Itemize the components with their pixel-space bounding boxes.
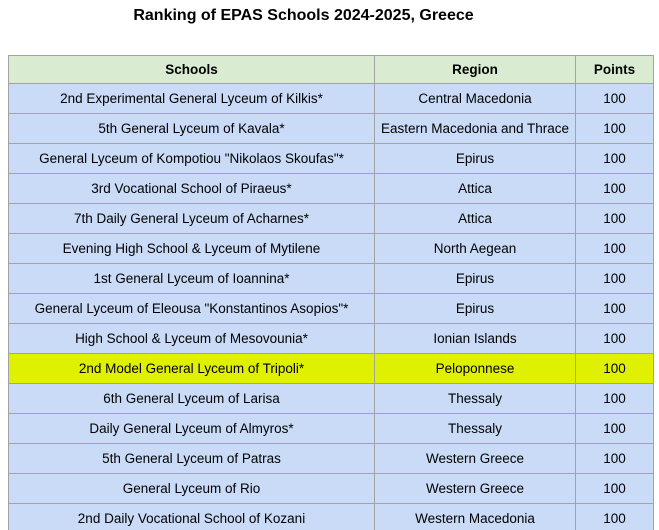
school-cell: 1st General Lyceum of Ioannina*	[9, 264, 375, 294]
school-cell: High School & Lyceum of Mesovounia*	[9, 324, 375, 354]
page-title: Ranking of EPAS Schools 2024-2025, Greece	[133, 7, 474, 24]
school-cell: General Lyceum of Rio	[9, 474, 375, 504]
table-row	[9, 504, 654, 530]
points-cell: 100	[576, 114, 654, 144]
school-cell: 3rd Vocational School of Piraeus*	[9, 174, 375, 204]
points-cell: 100	[576, 444, 654, 474]
region-cell: Central Macedonia	[375, 84, 576, 114]
school-cell: 7th Daily General Lyceum of Acharnes*	[9, 204, 375, 234]
region-cell: Epirus	[375, 144, 576, 174]
region-cell: Epirus	[375, 294, 576, 324]
school-cell: General Lyceum of Eleousa "Konstantinos Asopios"*	[9, 294, 375, 324]
region-cell: Epirus	[375, 264, 576, 294]
table-row	[9, 444, 654, 474]
table-row	[9, 294, 654, 324]
points-cell: 100	[576, 474, 654, 504]
region-cell: Western Greece	[375, 474, 576, 504]
table-row	[9, 234, 654, 264]
region-cell: Western Greece	[375, 444, 576, 474]
table-row	[9, 384, 654, 414]
header-region: Region	[375, 56, 576, 84]
ranking-table	[8, 55, 654, 530]
highlighted-table-row	[9, 354, 654, 384]
table-row	[9, 174, 654, 204]
school-cell: 2nd Experimental General Lyceum of Kilkis*	[9, 84, 375, 114]
school-cell: Evening High School & Lyceum of Mytilene	[9, 234, 375, 264]
points-cell: 100	[576, 144, 654, 174]
table-row	[9, 114, 654, 144]
school-cell: Daily General Lyceum of Almyros*	[9, 414, 375, 444]
points-cell: 100	[576, 84, 654, 114]
header-points: Points	[576, 56, 654, 84]
region-cell: Ionian Islands	[375, 324, 576, 354]
region-cell: Peloponnese	[375, 354, 576, 384]
points-cell: 100	[576, 264, 654, 294]
school-cell: 2nd Daily Vocational School of Kozani	[9, 504, 375, 530]
points-cell: 100	[576, 294, 654, 324]
school-cell: 6th General Lyceum of Larisa	[9, 384, 375, 414]
school-cell: General Lyceum of Kompotiou "Nikolaos Skoufas"*	[9, 144, 375, 174]
table-row	[9, 324, 654, 354]
points-cell: 100	[576, 234, 654, 264]
region-cell: Attica	[375, 174, 576, 204]
header-schools: Schools	[9, 56, 375, 84]
points-cell: 100	[576, 174, 654, 204]
school-cell: 2nd Model General Lyceum of Tripoli*	[9, 354, 375, 384]
points-cell: 100	[576, 414, 654, 444]
table-row	[9, 84, 654, 114]
table-row	[9, 474, 654, 504]
points-cell: 100	[576, 324, 654, 354]
points-cell: 100	[576, 354, 654, 384]
points-cell: 100	[576, 504, 654, 530]
school-cell: 5th General Lyceum of Patras	[9, 444, 375, 474]
table-row	[9, 264, 654, 294]
table-row	[9, 144, 654, 174]
region-cell: North Aegean	[375, 234, 576, 264]
region-cell: Thessaly	[375, 414, 576, 444]
table-row	[9, 204, 654, 234]
region-cell: Western Macedonia	[375, 504, 576, 530]
region-cell: Attica	[375, 204, 576, 234]
table-row	[9, 414, 654, 444]
points-cell: 100	[576, 384, 654, 414]
region-cell: Thessaly	[375, 384, 576, 414]
table-header-row	[9, 56, 654, 84]
school-cell: 5th General Lyceum of Kavala*	[9, 114, 375, 144]
points-cell: 100	[576, 204, 654, 234]
region-cell: Eastern Macedonia and Thrace	[375, 114, 576, 144]
